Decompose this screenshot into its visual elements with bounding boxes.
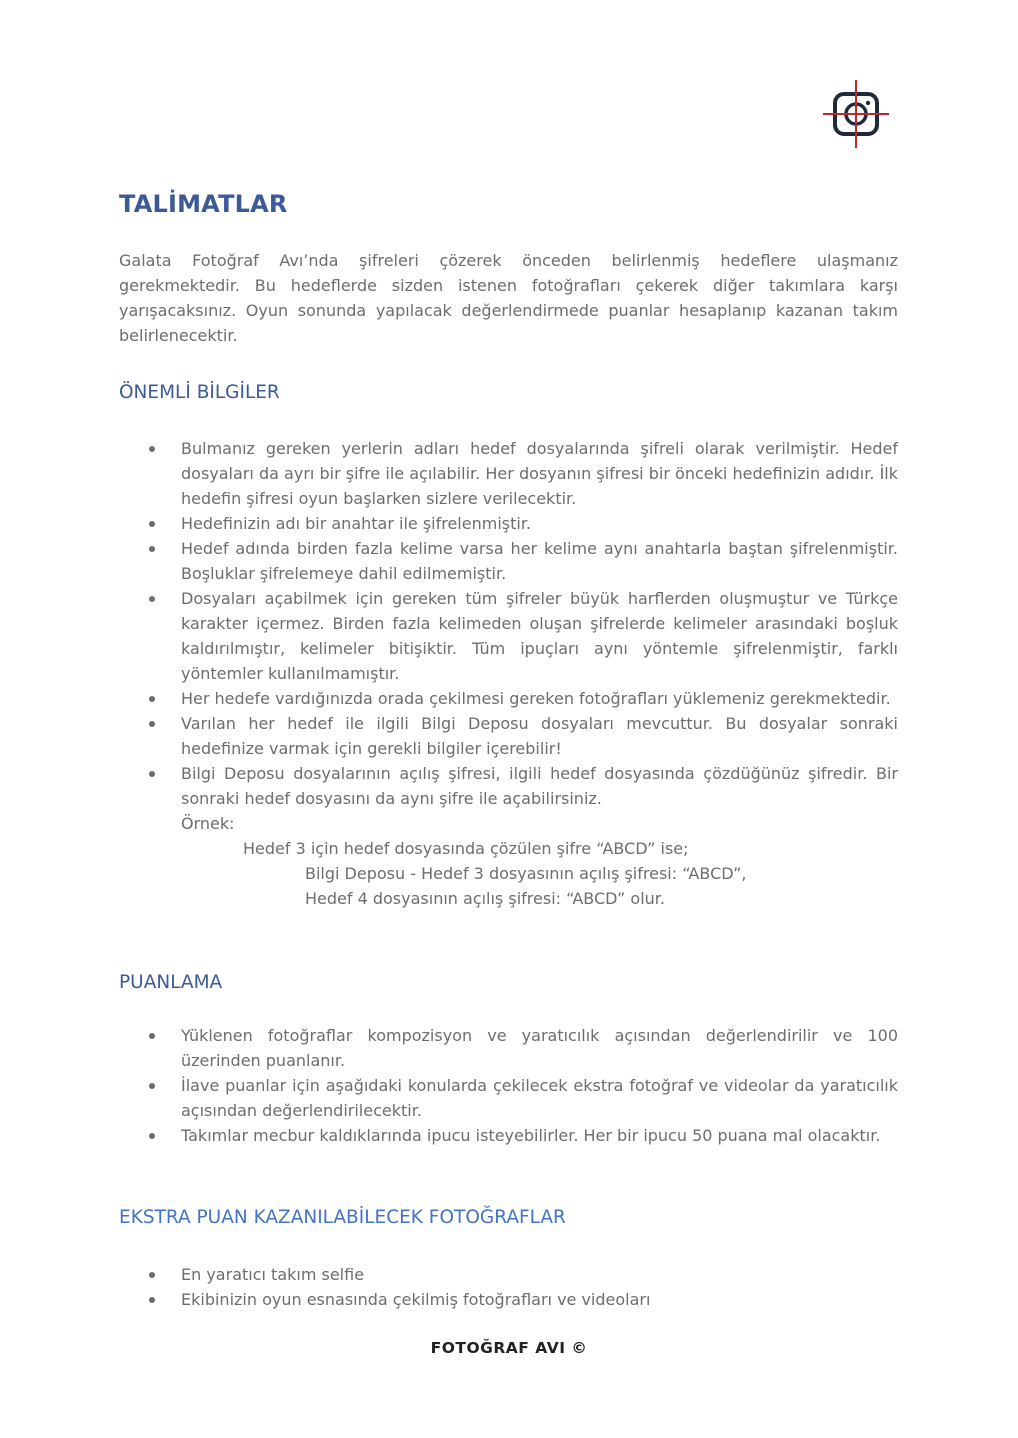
list-item: İlave puanlar için aşağıdaki konularda çekilecek ekstra fotoğraf ve videolar da yaratıcılık açısından değerlendirilecektir. bbox=[119, 1073, 898, 1123]
list-item: Bulmanız gereken yerlerin adları hedef dosyalarında şifreli olarak verilmiştir. Hedef dosyaları da ayrı bir şifre ile açılabilir. Her dosyanın şifresi bir önceki hedefinizin adıdır. İlk hedefin şifresi oyun başlarken sizlere verilecektir. bbox=[119, 436, 898, 511]
list-item: Hedefinizin adı bir anahtar ile şifrelenmiştir. bbox=[119, 511, 898, 536]
example-label: Örnek: bbox=[181, 814, 235, 833]
bullet-icon bbox=[149, 446, 155, 452]
list-item: Takımlar mecbur kaldıklarında ipucu isteyebilirler. Her bir ipucu 50 puana mal olacaktır. bbox=[119, 1123, 898, 1148]
example-line: Hedef 3 için hedef dosyasında çözülen şifre “ABCD” ise; bbox=[243, 839, 689, 858]
list-item: En yaratıcı takım selfie bbox=[119, 1262, 898, 1287]
camera-target-icon bbox=[821, 80, 891, 148]
bullet-icon bbox=[149, 546, 155, 552]
example-line: Bilgi Deposu - Hedef 3 dosyasının açılış şifresi: “ABCD”, bbox=[305, 864, 747, 883]
scoring-list bbox=[119, 1023, 898, 1148]
extra-list bbox=[119, 1262, 898, 1312]
bullet-icon bbox=[149, 521, 155, 527]
list-item: Varılan her hedef ile ilgili Bilgi Deposu dosyaları mevcuttur. Bu dosyalar sonraki hedefinize varmak için gerekli bilgiler içerebilir! bbox=[119, 711, 898, 761]
bullet-icon bbox=[149, 721, 155, 727]
bullet-icon bbox=[149, 596, 155, 602]
list-item: Dosyaları açabilmek için gereken tüm şifreler büyük harflerden oluşmuştur ve Türkçe karakter içermez. Birden fazla kelimeden oluşan şifrelerde kelimeler arasındaki boşluk kaldırılmıştır, kelimeler bitişiktir. Tüm ipuçları aynı yöntemle şifrelenmiştir, farklı yöntemler kullanılmamıştır. bbox=[119, 586, 898, 686]
footer-brand: FOTOĞRAF AVI © bbox=[430, 1339, 588, 1357]
bullet-icon bbox=[149, 771, 155, 777]
bullet-icon bbox=[149, 1133, 155, 1139]
list-item: Hedef adında birden fazla kelime varsa her kelime aynı anahtarla baştan şifrelenmiştir. Boşluklar şifrelemeye dahil edilmemiştir. bbox=[119, 536, 898, 586]
bullet-icon bbox=[149, 1297, 155, 1303]
intro-paragraph: Galata Fotoğraf Avı’nda şifreleri çözerek önceden belirlenmiş hedeflere ulaşmanız gerekmektedir. Bu hedeflerde sizden istenen fotoğrafları çekerek diğer takımlara karşı yarışacaksınız. Oyun sonunda yapılacak değerlendirmede puanlar hesaplanıp kazanan takım belirlenecektir. bbox=[119, 251, 898, 345]
bullet-icon bbox=[149, 1083, 155, 1089]
example-line: Hedef 4 dosyasının açılış şifresi: “ABCD” olur. bbox=[305, 889, 665, 908]
scoring-heading: PUANLAMA bbox=[119, 972, 223, 993]
list-item: Bilgi Deposu dosyalarının açılış şifresi, ilgili hedef dosyasında çözdüğünüz şifredir. Bir sonraki hedef dosyasını da aynı şifre ile açabilirsiniz. Örnek: Hedef 3 için hedef dosyasında çözülen şifre “ABCD” ise; Bilgi Deposu - Hedef 3 dosyasının açılış şifresi: “ABCD”, Hedef 4 dosyasının açılış şifresi: “ABCD” olur. bbox=[119, 761, 898, 911]
important-list bbox=[119, 436, 898, 911]
list-item: Yüklenen fotoğraflar kompozisyon ve yaratıcılık açısından değerlendirilir ve 100 üzerinden puanlanır. bbox=[119, 1023, 898, 1073]
bullet-icon bbox=[149, 696, 155, 702]
list-item: Her hedefe vardığınızda orada çekilmesi gereken fotoğrafları yüklemeniz gerekmektedir. bbox=[119, 686, 898, 711]
bullet-icon bbox=[149, 1272, 155, 1278]
list-item: Ekibinizin oyun esnasında çekilmiş fotoğrafları ve videoları bbox=[119, 1287, 898, 1312]
important-heading: ÖNEMLİ BİLGİLER bbox=[119, 382, 280, 403]
page-title: TALİMATLAR bbox=[119, 190, 288, 218]
extra-heading: EKSTRA PUAN KAZANILABİLECEK FOTOĞRAFLAR bbox=[119, 1207, 566, 1228]
bullet-icon bbox=[149, 1033, 155, 1039]
